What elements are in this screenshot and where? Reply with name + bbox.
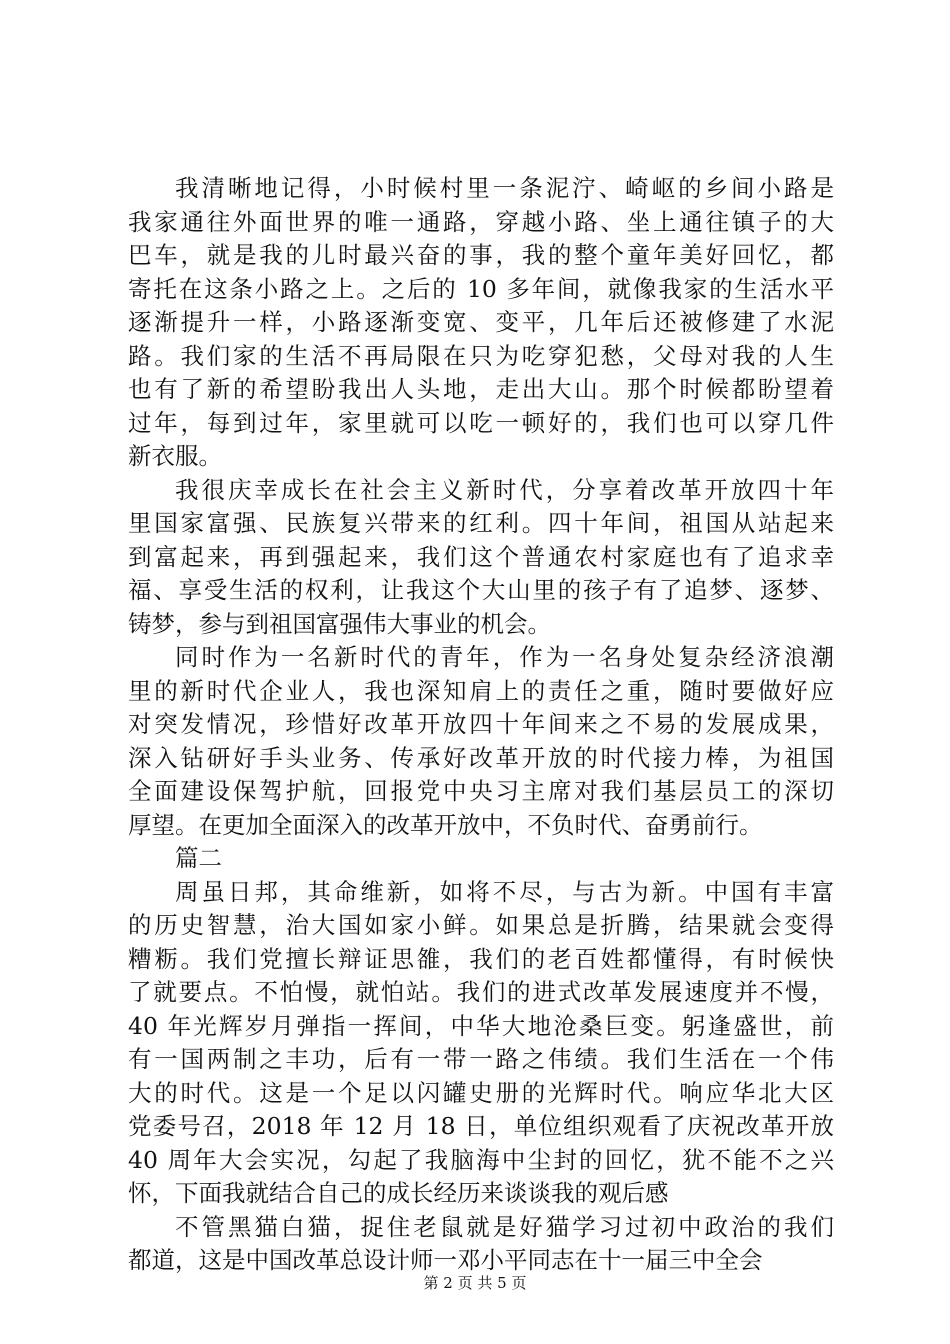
text-line: 了就要点。不怕慢，就怕站。我们的进式改革发展速度并不慢， (128, 978, 834, 1006)
text-line: 40 周年大会实况，勾起了我脑海中尘封的回忆，犹不能不之兴 (128, 1145, 834, 1174)
text-line: 大的时代。这是一个足以闪罐史册的光辉时代。响应华北大区 (128, 1078, 834, 1107)
text-line: 的历史智慧，治大国如家小鲜。如果总是折腾，结果就会变得 (128, 911, 834, 939)
document-body (128, 172, 834, 1278)
text-line: 糟粝。我们党擅长辩证思雒，我们的老百姓都懂得，有时候快 (128, 944, 834, 973)
text-line: 新衣服。 (128, 442, 222, 470)
text-line: 路。我们家的生活不再局限在只为吃穿犯愁，父母对我的人生 (128, 341, 834, 370)
text-line: 逐渐提升一样，小路逐渐变宽、变平，几年后还被修建了水泥 (128, 308, 834, 336)
text-line: 寄托在这条小路之上。之后的 10 多年间，就像我家的生活水平 (128, 274, 834, 303)
paragraph-reform-wisdom (128, 876, 834, 1211)
text-line: 不管黑猫白猫，捉住老鼠就是好猫学习过初中政治的我们 (175, 1212, 834, 1241)
text-line: 我家通往外面世界的唯一通路，穿越小路、坐上通往镇子的大 (128, 207, 834, 236)
text-line: 里的新时代企业人，我也深知肩上的责任之重，随时要做好应 (128, 676, 834, 705)
text-line: 深入钻研好手头业务、传承好改革开放的时代接力棒，为祖国 (128, 743, 834, 772)
text-line: 党委号召，2018 年 12 月 18 日，单位组织观看了庆祝改革开放 (128, 1112, 834, 1140)
text-line: 怀，下面我就结合自己的成长经历来谈谈我的观后感 (128, 1179, 669, 1207)
text-line: 篇二 (175, 844, 222, 872)
paragraph-black-cat-white-cat (128, 1211, 834, 1278)
text-line: 同时作为一名新时代的青年，作为一名身处复杂经济浪潮 (175, 643, 834, 671)
text-line: 福、享受生活的权利，让我这个大山里的孩子有了追梦、逐梦、 (128, 576, 834, 604)
text-line: 都道，这是中国改革总设计师一邓小平同志在十一届三中全会 (128, 1246, 763, 1274)
text-line: 也有了新的希望盼我出人头地，走出大山。那个时候都盼望着 (128, 375, 834, 403)
page-footer (0, 1273, 950, 1293)
text-line: 我清晰地记得，小时候村里一条泥泞、崎岖的乡间小路是 (175, 174, 834, 202)
text-line: 厚望。在更加全面深入的改革开放中，不负时代、奋勇前行。 (128, 810, 763, 839)
text-line: 有一国两制之丰功，后有一带一路之伟绩。我们生活在一个伟 (128, 1045, 834, 1073)
text-line: 40 年光辉岁月弹指一挥间，中华大地沧桑巨变。躬逢盛世，前 (128, 1011, 834, 1040)
text-line: 巴车，就是我的儿时最兴奋的事，我的整个童年美好回忆，都 (128, 241, 834, 269)
page-number-label: 第 2 页 共 5 页 (423, 1274, 527, 1292)
paragraph-new-era (128, 474, 834, 642)
text-line: 过年，每到过年，家里就可以吃一顿好的，我们也可以穿几件 (128, 408, 834, 437)
paragraph-responsibility (128, 641, 834, 842)
text-line: 我很庆幸成长在社会主义新时代，分享着改革开放四十年 (175, 475, 834, 504)
paragraph-childhood-road (128, 172, 834, 474)
text-line: 里国家富强、民族复兴带来的红利。四十年间，祖国从站起来 (128, 509, 834, 537)
text-line: 周虽日邦，其命维新，如将不尽，与古为新。中国有丰富 (175, 877, 834, 906)
text-line: 对突发情况，珍惜好改革开放四十年间来之不易的发展成果， (128, 710, 834, 738)
section-heading-part-two (128, 842, 834, 876)
text-line: 铸梦，参与到祖国富强伟大事业的机会。 (128, 609, 551, 638)
text-line: 到富起来，再到强起来，我们这个普通农村家庭也有了追求幸 (128, 542, 834, 571)
text-line: 全面建设保驾护航，回报党中央习主席对我们基层员工的深切 (128, 777, 834, 805)
